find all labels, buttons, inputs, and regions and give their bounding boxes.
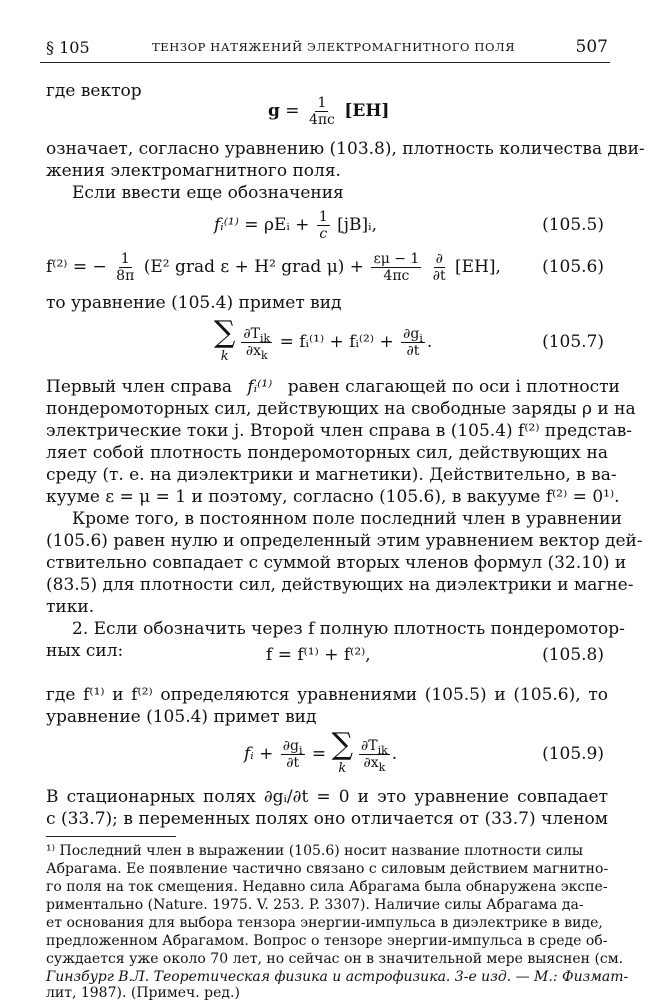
text-fragment: Первый член справа bbox=[46, 377, 233, 397]
footnote-line: риментально (Nature. 1975. V. 253. P. 3307). Наличие силы Абрагама да- bbox=[46, 897, 584, 913]
equation-number: (105.8) bbox=[542, 645, 604, 665]
sum-symbol: ∑ k bbox=[214, 315, 236, 364]
footnote-line: суждается уже около 70 лет, но сейчас он в значительной мере выяснен (см. bbox=[46, 951, 624, 967]
text-line: Кроме того, в постоянном поле последний член в уравнении bbox=[72, 509, 622, 529]
equation-105-5 bbox=[46, 202, 608, 248]
fraction: $\frac{1}{8\pi}$ bbox=[116, 250, 135, 284]
eq-term: = fᵢ⁽¹⁾ + fᵢ⁽²⁾ + bbox=[279, 332, 394, 352]
text-line: уравнение (105.4) примет вид bbox=[46, 707, 317, 727]
equation-number: (105.9) bbox=[542, 744, 604, 764]
text-line: где вектор bbox=[46, 81, 142, 101]
text-line: кууме ε = μ = 1 и поэтому, согласно (105.6), в вакууме f⁽²⁾ = 0¹⁾. bbox=[46, 487, 620, 507]
footnote-rule bbox=[46, 836, 176, 837]
fraction: $\frac{\partial g_i}{\partial t}$ bbox=[403, 325, 423, 359]
text-line: пондеромоторных сил, действующих на свободные заряды ρ и на bbox=[46, 399, 636, 419]
eq-term: f⁽²⁾ = − bbox=[46, 257, 107, 277]
equation-g: g = $\frac{1}{4\pi c}$ [EH] bbox=[268, 94, 390, 128]
eq-term: = bbox=[311, 744, 327, 764]
equation-number: (105.6) bbox=[542, 257, 604, 277]
fraction: $\frac{\varepsilon\mu - 1}{4\pi c}$ bbox=[373, 250, 420, 284]
equation-105-6 bbox=[46, 244, 608, 290]
eq-term: = ρEᵢ + bbox=[244, 215, 310, 235]
inline-symbol: fᵢ⁽¹⁾ bbox=[247, 377, 273, 397]
footnote-line: ет основания для выбора тензора энергии-импульса в диэлектрике в виде, bbox=[46, 915, 603, 931]
fraction: $\frac{\partial}{\partial t}$ bbox=[432, 250, 446, 284]
text-line bbox=[46, 376, 620, 398]
equation-number: (105.7) bbox=[542, 332, 604, 352]
page-number: 507 bbox=[575, 37, 608, 57]
text-line: среду (т. е. на диэлектрики и магнетики). Действительно, в ва- bbox=[46, 465, 617, 485]
fraction: $\frac{1}{c}$ bbox=[318, 208, 328, 242]
footnote-line: лит, 1987). (Примеч. ред.) bbox=[46, 985, 240, 1001]
text-line: означает, согласно уравнению (103.8), плотность количества дви- bbox=[46, 139, 645, 159]
footnote-line: го поля на ток смещения. Недавно сила Абрагама была обнаружена экспе- bbox=[46, 879, 608, 895]
section-number: § 105 bbox=[46, 38, 90, 57]
text-line: электрические токи j. Второй член справа в (105.4) f⁽²⁾ представ- bbox=[46, 421, 633, 441]
text-line: (105.6) равен нулю и определенный этим уравнением вектор дей- bbox=[46, 531, 643, 551]
text-line: ляет собой плотность пондеромоторных сил, действующих на bbox=[46, 443, 608, 463]
fraction: $\frac{1}{4\pi c}$ bbox=[308, 94, 335, 128]
eq-term: [EH], bbox=[455, 257, 501, 277]
text-line: тики. bbox=[46, 597, 95, 617]
sum-symbol: ∑ k bbox=[331, 727, 353, 776]
text-line: с (33.7); в переменных полях оно отличается от (33.7) членом bbox=[46, 809, 608, 829]
eq-term: fᵢ + bbox=[244, 744, 274, 764]
eq-term: (E² grad ε + H² grad μ) + bbox=[143, 257, 365, 277]
text-line: то уравнение (105.4) примет вид bbox=[46, 293, 342, 313]
fraction: $\frac{\partial T_{ik}}{\partial x_k}$ bbox=[243, 325, 271, 362]
fraction: $\frac{\partial T_{ik}}{\partial x_k}$ bbox=[361, 737, 388, 774]
footnote-line: Гинзбург В.Л. Теоретическая физика и астрофизика. 3-е изд. — М.: Физмат- bbox=[46, 969, 629, 985]
text-line: ных сил: bbox=[46, 641, 124, 661]
footnote-line: Абрагама. Ее появление частично связано с силовым действием магнитно- bbox=[46, 861, 609, 877]
footnote-line: ¹⁾ Последний член в выражении (105.6) носит название плотности силы bbox=[46, 843, 583, 859]
text-fragment: равен слагающей по оси i плотности bbox=[287, 377, 620, 397]
footnote-line: предложенном Абрагамом. Вопрос о тензоре энергии-импульса в среде об- bbox=[46, 933, 608, 949]
text-line: 2. Если обозначить через f полную плотность пондеромотор- bbox=[72, 619, 625, 639]
running-title: ТЕНЗОР НАТЯЖЕНИЙ ЭЛЕКТРОМАГНИТНОГО ПОЛЯ bbox=[152, 40, 516, 54]
equation-105-9: fᵢ + $\frac{\partial g_i}{\partial t}$ = ∑ k $\frac{\partial T_{ik}}{\partial x_k}$ . (105.9) bbox=[46, 728, 608, 780]
text-line: жения электромагнитного поля. bbox=[46, 161, 341, 181]
fraction: $\frac{\partial g_i}{\partial t}$ bbox=[282, 737, 303, 771]
text-line: В стационарных полях ∂gᵢ/∂t = 0 и это уравнение совпадает bbox=[46, 787, 608, 807]
text-line: где f⁽¹⁾ и f⁽²⁾ определяются уравнениями (105.5) и (105.6), то bbox=[46, 685, 608, 705]
header-rule bbox=[40, 62, 610, 63]
text-line: Если ввести еще обозначения bbox=[72, 183, 344, 203]
equation-105-8 bbox=[46, 632, 608, 678]
eq-term: fᵢ⁽¹⁾ bbox=[214, 215, 239, 235]
eq-term: [jB]ᵢ, bbox=[337, 215, 378, 235]
equation-105-7: ∑ k $\frac{\partial T_{ik}}{\partial x_k}$ = fᵢ⁽¹⁾ + fᵢ⁽²⁾ + $\frac{\partial g_i}{\partial t}$ . (105.7) bbox=[46, 316, 608, 368]
running-header bbox=[46, 34, 608, 60]
eq-term: f = f⁽¹⁾ + f⁽²⁾, bbox=[266, 645, 371, 665]
text-line: ствительно совпадает с суммой вторых членов формул (32.10) и bbox=[46, 553, 627, 573]
equation-number: (105.5) bbox=[542, 215, 604, 235]
text-line: (83.5) для плотности сил, действующих на диэлектрики и магне- bbox=[46, 575, 634, 595]
